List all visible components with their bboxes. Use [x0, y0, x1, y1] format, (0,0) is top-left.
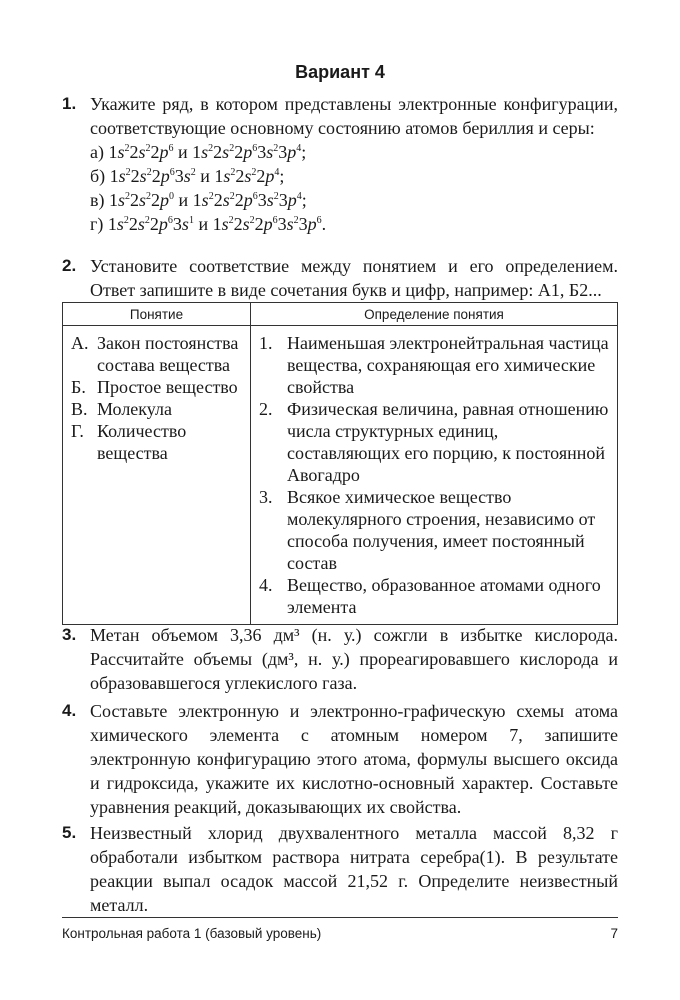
- concept-text: Количество вещества: [97, 421, 187, 463]
- question-1-options: [90, 140, 618, 236]
- option-b-label: б): [90, 166, 106, 186]
- matching-table: [62, 302, 618, 625]
- question-3-number: 3.: [62, 625, 77, 644]
- option-a-formula: $1s^22s^22p^6$ и $1s^22s^22p^63s^23p^4$;: [108, 142, 307, 162]
- concept-item: [71, 420, 244, 464]
- concept-text: Простое вещество: [97, 377, 238, 397]
- concept-marker: Г.: [71, 421, 84, 441]
- definition-text: Физическая величина, равная отношению числа структурных единиц, составляющих его порцию, к постоянной Авогадро: [287, 399, 609, 485]
- concept-item: [71, 398, 244, 420]
- option-c-label: в): [90, 190, 105, 210]
- concept-text: Закон постоянства состава вещества: [97, 333, 239, 375]
- definition-marker: 3.: [259, 487, 273, 507]
- definition-marker: 1.: [259, 333, 273, 353]
- footer-divider: [62, 917, 618, 918]
- definition-text: Наименьшая электронейтральная частица вещества, сохраняющая его химические свойства: [287, 333, 609, 397]
- option-b-formula: $1s^22s^22p^63s^2$ и $1s^22s^22p^4$;: [109, 166, 285, 186]
- definitions-cell: [251, 326, 618, 625]
- concept-marker: Б.: [71, 377, 86, 397]
- definition-item: [259, 574, 611, 618]
- question-1-text: Укажите ряд, в котором представлены электронные конфигурации, соответствующие основному состоянию атомов бериллия и серы:: [90, 94, 618, 138]
- option-c: [90, 188, 618, 212]
- option-c-formula: $1s^22s^22p^0$ и $1s^22s^22p^63s^23p^4$;: [109, 190, 307, 210]
- option-b: [90, 164, 618, 188]
- concept-marker: В.: [71, 399, 88, 419]
- question-5-text: Неизвестный хлорид двухвалентного металла массой 8,32 г обработали избытком раствора нитрата серебра(1). В результате реакции выпал осадок массой 21,52 г. Определите неизвестный металл.: [90, 823, 618, 915]
- matching-table-body: [63, 326, 618, 625]
- concept-text: Молекула: [97, 399, 172, 419]
- definition-item: [259, 486, 611, 574]
- matching-table-header: [63, 303, 618, 326]
- question-1: [90, 92, 618, 236]
- definition-item: [259, 332, 611, 398]
- option-d-formula: $1s^22s^22p^63s^1$ и $1s^22s^22p^63s^23p^6$.: [107, 214, 327, 234]
- option-d: [90, 212, 618, 236]
- concept-item: [71, 376, 244, 398]
- question-2-number: 2.: [62, 256, 77, 275]
- option-d-label: г): [90, 214, 104, 234]
- option-a: [90, 140, 618, 164]
- definition-marker: 4.: [259, 575, 273, 595]
- option-a-label: а): [90, 142, 104, 162]
- definition-text: Вещество, образованное атомами одного элемента: [287, 575, 601, 617]
- question-1-number: 1.: [62, 94, 77, 113]
- definition-text: Всякое химическое вещество молекулярного строения, независимо от способа получения, имеет постоянный состав: [287, 487, 596, 573]
- page-number: 7: [610, 926, 618, 941]
- concept-marker: А.: [71, 333, 89, 353]
- question-2-text: Установите соответствие между понятием и его определением. Ответ запишите в виде сочетания букв и цифр, например: А1, Б2...: [90, 256, 618, 300]
- page-title: Вариант 4: [295, 62, 385, 82]
- footer-title: Контрольная работа 1 (базовый уровень): [62, 926, 322, 941]
- header-definition: Определение понятия: [251, 303, 618, 326]
- definition-marker: 2.: [259, 399, 273, 419]
- definition-item: [259, 398, 611, 486]
- concepts-cell: [63, 326, 251, 625]
- definitions-list: [259, 332, 611, 618]
- concept-item: [71, 332, 244, 376]
- question-4-text: Составьте электронную и электронно-графическую схемы атома химического элемента с атомным номером 7, запишите электронную конфигурацию этого атома, формулы высшего оксида и гидроксида, укажите их кислотно-основный характер. Составьте уравнения реакций, доказывающих их свойства.: [90, 701, 618, 817]
- concepts-list: [71, 332, 244, 464]
- question-5-number: 5.: [62, 823, 77, 842]
- question-4-number: 4.: [62, 701, 77, 720]
- header-concept: Понятие: [63, 303, 251, 326]
- question-3-text: Метан объемом 3,36 дм³ (н. у.) сожгли в избытке кислорода. Рассчитайте объемы (дм³, н. у.) прореагировавшего кислорода и образовавшегося углекислого газа.: [90, 625, 618, 693]
